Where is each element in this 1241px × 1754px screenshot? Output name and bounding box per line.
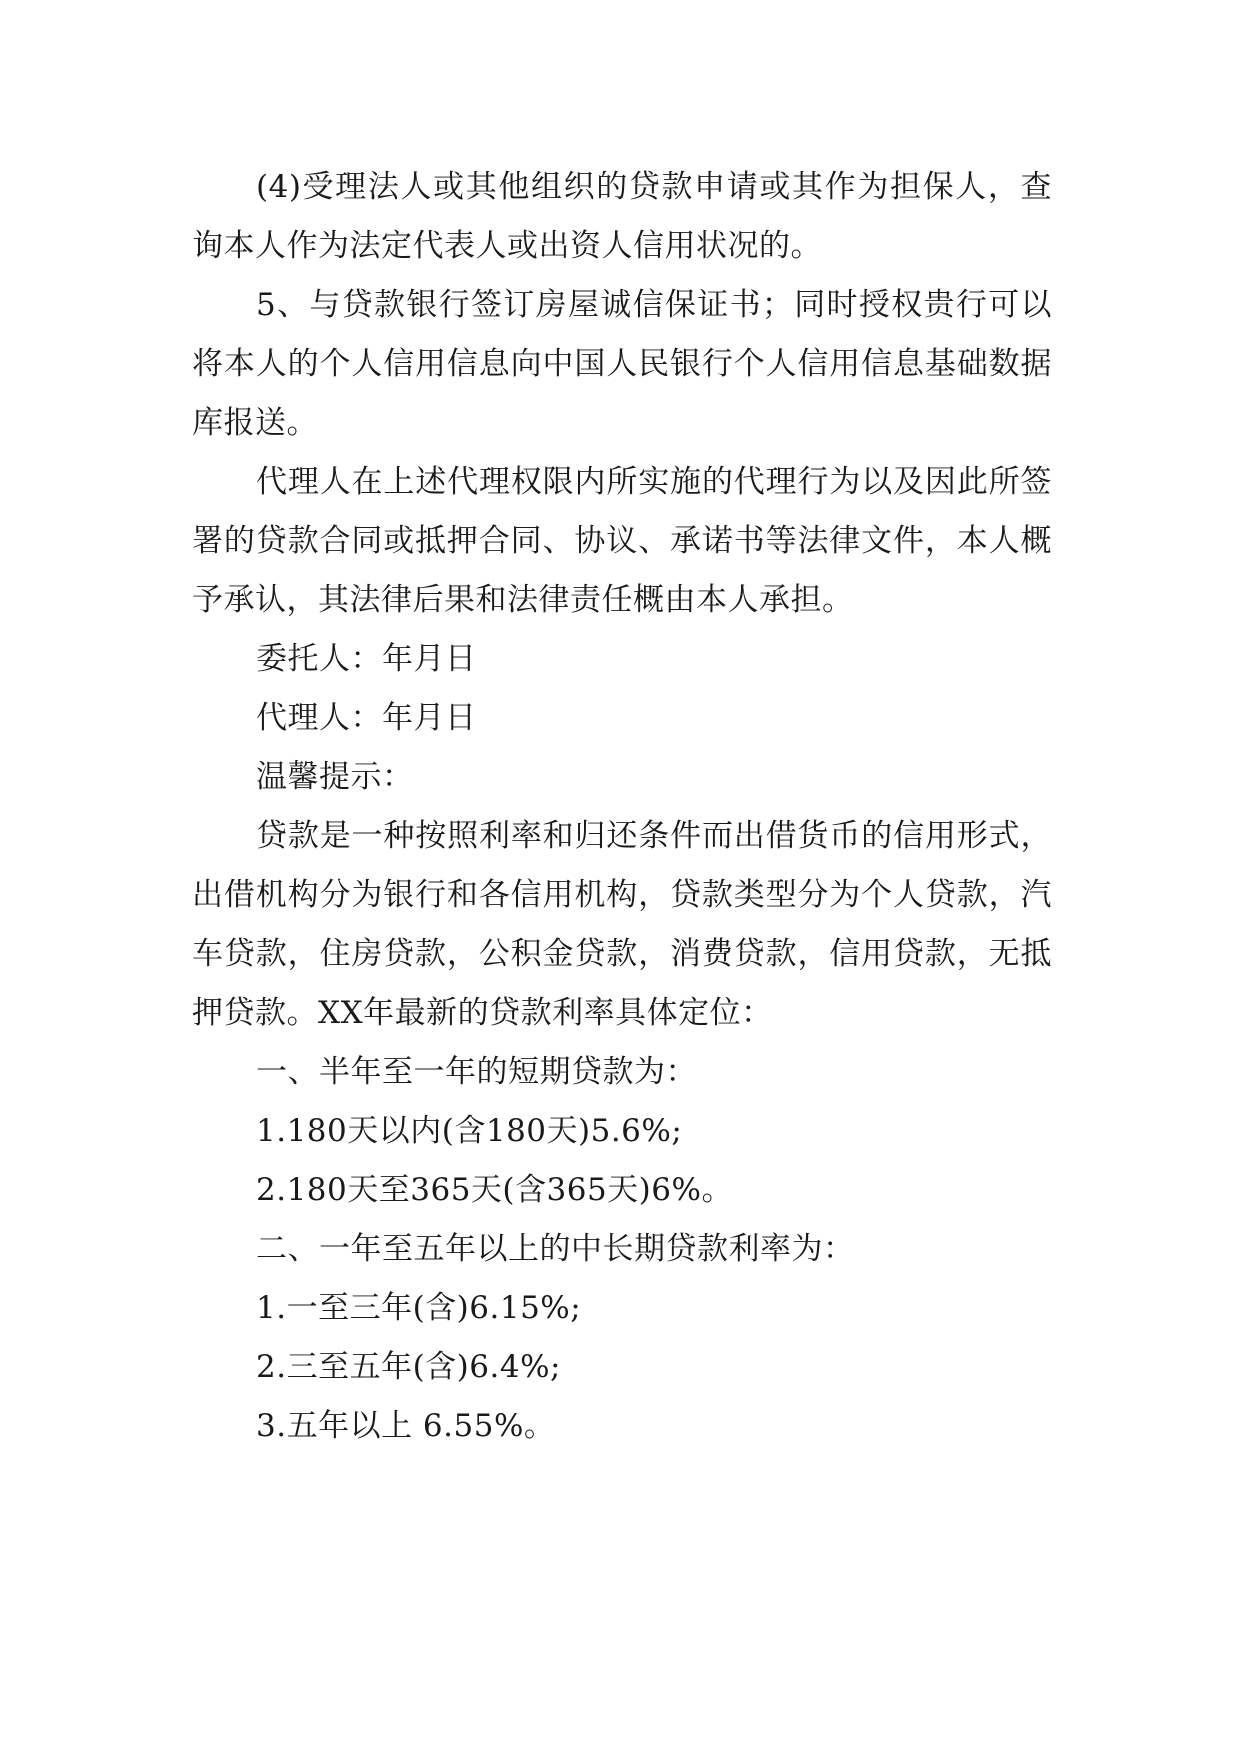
paragraph-loan-description: 贷款是一种按照利率和归还条件而出借货币的信用形式，出借机构分为银行和各信用机构，贷款类型分为个人贷款，汽车贷款，住房贷款，公积金贷款，消费贷款，信用贷款，无抵押贷款。XX年最新的贷款利率具体定位：	[192, 818, 1052, 1031]
agent-signature-line: 代理人：年月日	[256, 700, 477, 736]
principal-signature-line: 委托人：年月日	[256, 641, 477, 677]
paragraph-guarantor-inquiry: (4)受理法人或其他组织的贷款申请或其作为担保人，查询本人作为法定代表人或出资人信用状况的。	[192, 169, 1052, 264]
short-term-rate-1: 1.180天以内(含180天)5.6%;	[256, 1113, 683, 1149]
short-term-heading: 一、半年至一年的短期贷款为：	[256, 1054, 697, 1090]
document-body	[192, 158, 1052, 1456]
tips-heading: 温馨提示：	[256, 759, 414, 795]
long-term-rate-1: 1.一至三年(含)6.15%;	[256, 1290, 582, 1326]
long-term-heading: 二、一年至五年以上的中长期贷款利率为：	[256, 1231, 855, 1267]
long-term-rate-2: 2.三至五年(含)6.4%;	[256, 1349, 561, 1385]
short-term-rate-2: 2.180天至365天(含365天)6%。	[256, 1172, 733, 1208]
long-term-rate-3: 3.五年以上 6.55%。	[256, 1408, 556, 1444]
paragraph-agent-authority: 代理人在上述代理权限内所实施的代理行为以及因此所签署的贷款合同或抵押合同、协议、承诺书等法律文件，本人概予承认，其法律后果和法律责任概由本人承担。	[192, 464, 1052, 618]
paragraph-integrity-guarantee: 5、与贷款银行签订房屋诚信保证书；同时授权贵行可以将本人的个人信用信息向中国人民银行个人信用信息基础数据库报送。	[192, 287, 1052, 441]
